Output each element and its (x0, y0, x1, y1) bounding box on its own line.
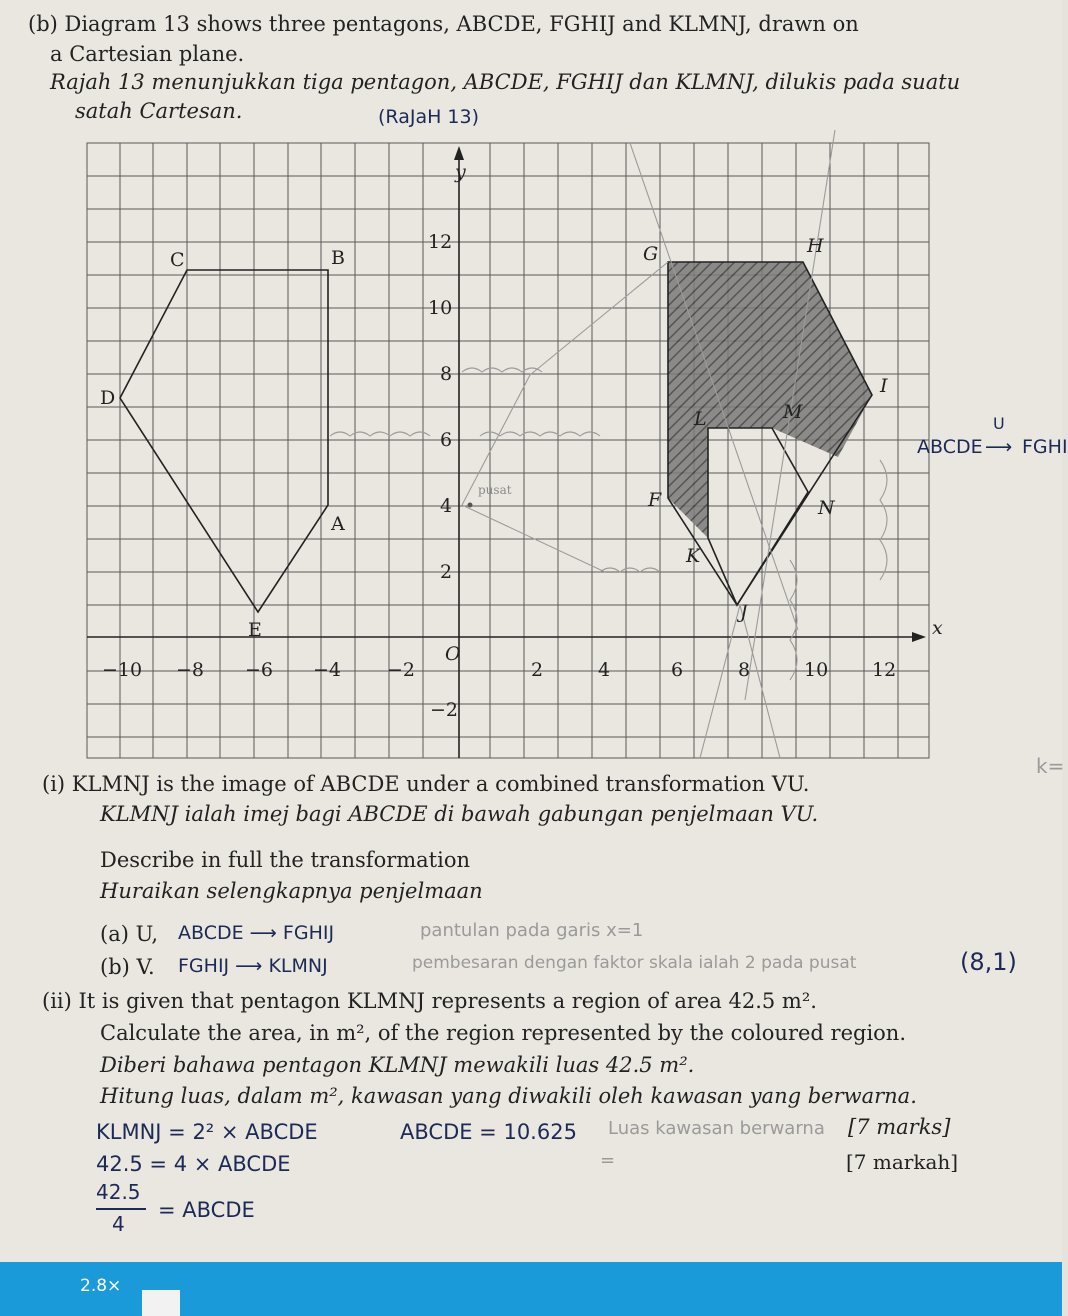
question-i-line3: Describe in full the transformation (100, 848, 471, 872)
vertex-label-d: D (100, 387, 116, 409)
working-line-2: 42.5 = 4 × ABCDE (96, 1152, 291, 1176)
x-tick: 4 (598, 659, 611, 681)
part-a-answer: ABCDE ⟶ FGHIJ (178, 922, 335, 944)
origin-label: O (445, 643, 461, 665)
x-tick: 12 (872, 659, 897, 681)
x-tick: −10 (102, 659, 143, 681)
vertex-label-f: F (648, 489, 662, 511)
question-ii-line3-ms: Diberi bahawa pentagon KLMNJ mewakili luas 42.5 m². (100, 1053, 695, 1077)
y-tick: −2 (430, 699, 459, 721)
working-fraction-bar (96, 1208, 146, 1210)
vertex-label-b: B (331, 247, 345, 269)
vertex-label-g: G (643, 243, 659, 265)
question-ii-line2: Calculate the area, in m², of the region represented by the coloured region. (100, 1021, 906, 1045)
x-tick: 8 (738, 659, 751, 681)
centre-point-mark (468, 503, 473, 508)
pentagon-abcde (120, 270, 328, 612)
y-tick: 10 (428, 297, 453, 319)
question-i-line4-ms: Huraikan selengkapnya penjelmaan (100, 879, 483, 903)
y-tick: 8 (440, 363, 453, 385)
working-line-6: = (600, 1150, 616, 1171)
ink-note-fghi: FGHI (1022, 436, 1068, 458)
coloured-region (668, 262, 872, 538)
vertex-label-c: C (170, 249, 185, 271)
y-tick: 6 (440, 429, 453, 451)
working-fraction-rhs: = ABCDE (158, 1198, 255, 1222)
part-b-label: (b) V. (100, 955, 155, 979)
question-ii-line1: (ii) It is given that pentagon KLMNJ represents a region of area 42.5 m². (42, 989, 817, 1013)
pencil-note-centre: pusat (478, 483, 512, 497)
vertex-label-h: H (807, 235, 824, 257)
vertex-label-n: N (818, 497, 835, 519)
x-tick: 6 (671, 659, 684, 681)
pencil-note-k: k= (1036, 754, 1065, 778)
vertex-label-i: I (880, 375, 888, 397)
x-tick: −2 (387, 659, 416, 681)
question-b-line3-ms: Rajah 13 menunjukkan tiga pentagon, ABCDE, FGHIJ dan KLMNJ, dilukis pada suatu (50, 70, 961, 94)
y-tick: 4 (440, 495, 453, 517)
toolbar-button[interactable] (142, 1290, 180, 1316)
y-tick: 2 (440, 561, 453, 583)
zoom-label: 2.8× (80, 1276, 122, 1296)
marks-ms: [7 markah] (846, 1150, 959, 1174)
question-ii-line4-ms: Hitung luas, dalam m², kawasan yang diwakili oleh kawasan yang berwarna. (100, 1084, 917, 1108)
x-tick: 10 (804, 659, 829, 681)
pentagon-klmnj (708, 428, 808, 605)
part-b-answer: FGHIJ ⟶ KLMNJ (178, 955, 328, 977)
y-axis-label: y (455, 161, 466, 183)
question-b-line2: a Cartesian plane. (50, 42, 245, 66)
question-b-line1: (b) Diagram 13 shows three pentagons, ABCDE, FGHIJ and KLMNJ, drawn on (28, 12, 859, 36)
part-a-label: (a) U, (100, 922, 159, 946)
x-tick: −6 (245, 659, 274, 681)
part-b-centre-point: (8,1) (960, 948, 1017, 976)
x-tick: 2 (531, 659, 544, 681)
vertex-label-e: E (248, 619, 262, 641)
vertex-label-j: J (740, 601, 748, 623)
part-a-pencil-answer: pantulan pada garis x=1 (420, 920, 644, 941)
marks-en: [7 marks] (848, 1115, 951, 1139)
handwritten-diagram-title: (RaJaH 13) (378, 106, 480, 128)
y-axis-arrow (454, 146, 464, 160)
vertex-label-k: K (686, 545, 701, 567)
ink-arrow: ⟶ (985, 436, 1013, 458)
question-b-line4-ms: satah Cartesan. (75, 99, 243, 123)
vertex-label-a: A (331, 513, 345, 535)
y-tick: 12 (428, 231, 453, 253)
question-i-line1: (i) KLMNJ is the image of ABCDE under a combined transformation VU. (42, 772, 810, 796)
working-line-5: Luas kawasan berwarna (608, 1118, 825, 1139)
vertex-label-m: M (783, 401, 803, 423)
x-axis-arrow (912, 632, 926, 642)
vertex-label-l: L (694, 408, 707, 430)
ink-note-u: U (993, 414, 1005, 433)
viewer-toolbar (0, 1262, 1062, 1316)
x-axis-label: x (932, 617, 943, 639)
x-tick: −4 (313, 659, 342, 681)
working-line-1: KLMNJ = 2² × ABCDE (96, 1120, 318, 1144)
working-fraction-denominator: 4 (112, 1212, 125, 1236)
working-line-4: ABCDE = 10.625 (400, 1120, 577, 1144)
question-i-line2-ms: KLMNJ ialah imej bagi ABCDE di bawah gabungan penjelmaan VU. (100, 802, 819, 826)
ink-note-abcde: ABCDE (917, 436, 983, 458)
grid (87, 143, 929, 758)
x-tick: −8 (176, 659, 205, 681)
working-fraction-numerator: 42.5 (96, 1180, 141, 1204)
part-b-pencil-answer: pembesaran dengan faktor skala ialah 2 pada pusat (412, 953, 857, 973)
